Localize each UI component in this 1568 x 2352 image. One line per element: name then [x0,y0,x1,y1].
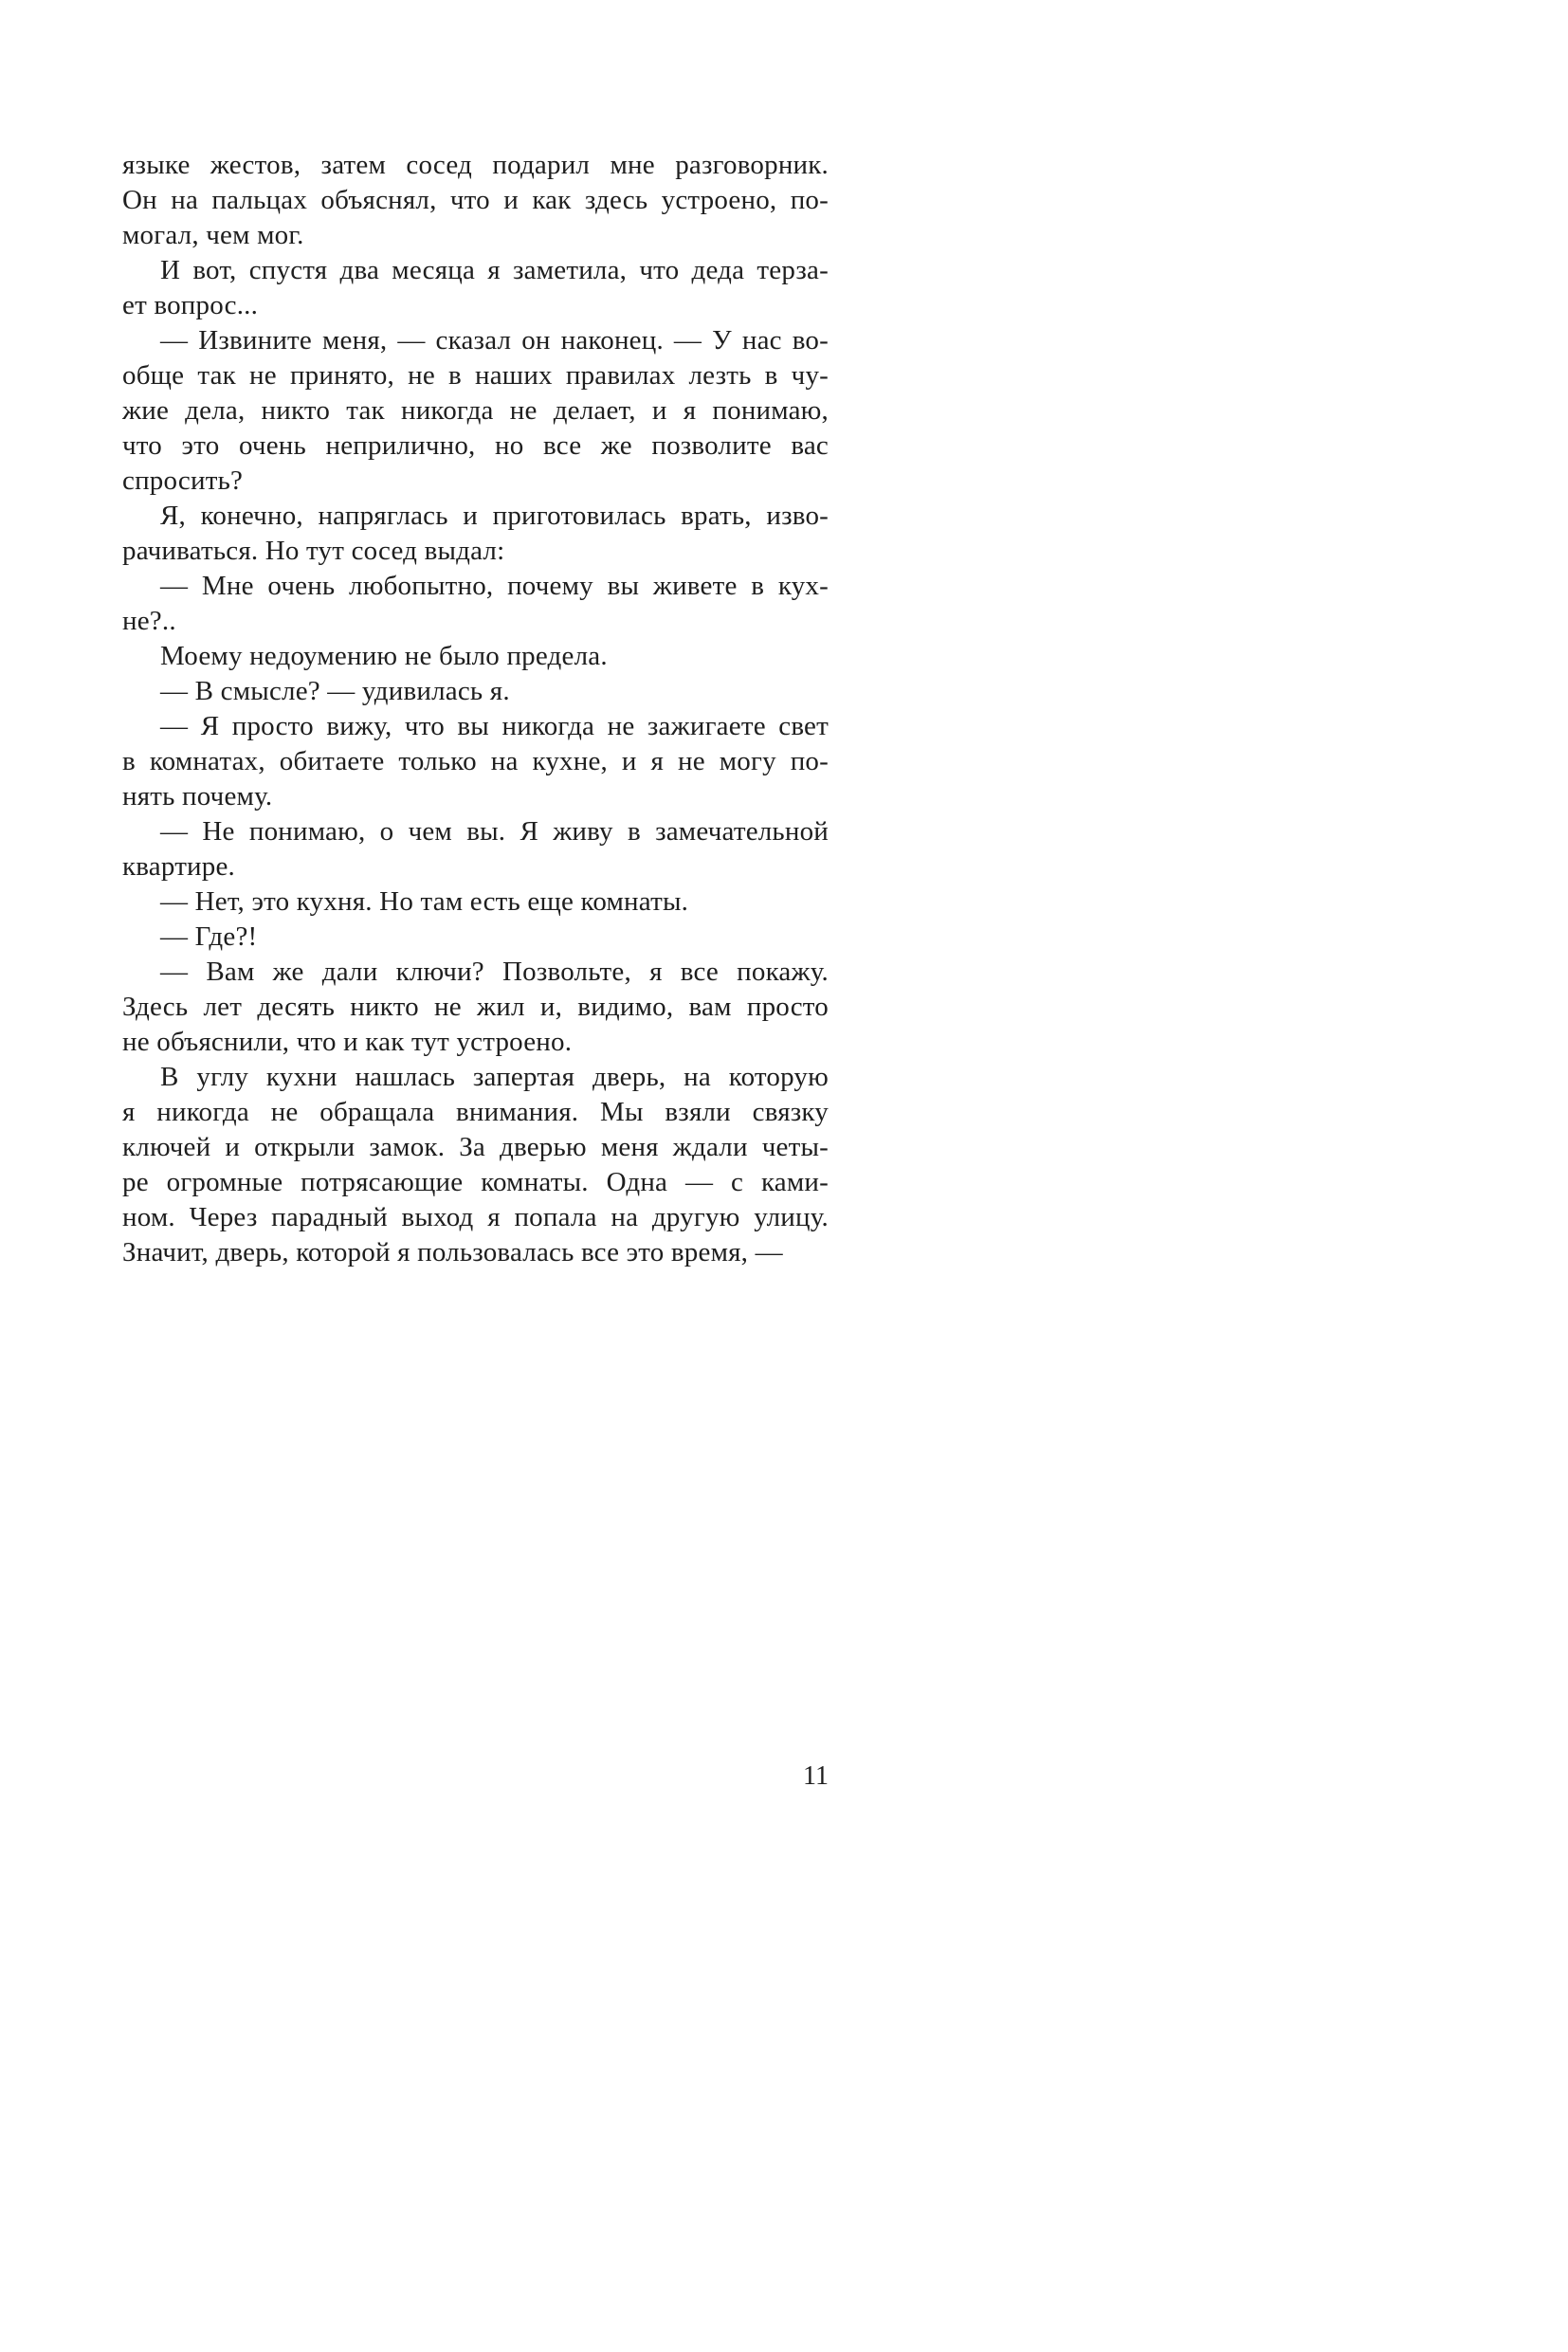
text-line: И вот, спустя два месяца я заметила, что деда терза- [160,255,829,285]
text-line: жие дела, никто так никогда не делает, и я понимаю, [122,395,829,426]
paragraph [122,1060,829,1270]
text-line: не?.. [122,606,176,636]
text-line: — Мне очень любопытно, почему вы живете в кух- [160,571,829,601]
text-line: квартире. [122,851,236,882]
text-line: ре огромные потрясающие комнаты. Одна — с ками- [122,1167,829,1197]
text-line: ключей и открыли замок. За дверью меня ждали четы- [122,1132,829,1162]
paragraph [122,253,829,323]
text-line: я никогда не обращала внимания. Мы взяли связку [122,1097,829,1127]
text-line: рачиваться. Но тут сосед выдал: [122,536,505,566]
text-block [122,148,829,1270]
text-line: Здесь лет десять никто не жил и, видимо, вам просто [122,992,829,1022]
text-line: — Вам же дали ключи? Позвольте, я все покажу. [160,957,829,987]
text-line: что это очень неприлично, но все же позволите вас [122,430,829,461]
text-line: могал, чем мог. [122,220,304,250]
paragraph [122,814,829,884]
text-line: спросить? [122,465,244,496]
text-line: ет вопрос... [122,290,259,320]
text-line: ном. Через парадный выход я попала на другую улицу. [122,1202,829,1232]
text-line: — Нет, это кухня. Но там есть еще комнаты. [160,886,689,917]
text-line: — В смысле? — удивилась я. [160,676,510,706]
text-line: В углу кухни нашлась запертая дверь, на которую [160,1062,829,1092]
text-line: языке жестов, затем сосед подарил мне разговорник. [122,150,829,180]
paragraph [122,499,829,569]
text-line: Значит, дверь, которой я пользовалась все это время, — [122,1237,783,1267]
text-line: в комнатах, обитаете только на кухне, и я не могу по- [122,746,829,776]
paragraph [122,569,829,639]
paragraph [122,674,829,709]
text-line: Я, конечно, напряглась и приготовилась врать, изво- [160,501,829,531]
text-line: — Где?! [160,921,258,952]
text-line: — Не понимаю, о чем вы. Я живу в замечательной [160,816,829,847]
text-line: Он на пальцах объяснял, что и как здесь устроено, по- [122,185,829,215]
text-line: — Извините меня, — сказал он наконец. — У нас во- [160,325,829,356]
paragraph [122,709,829,814]
paragraph [122,148,829,253]
text-line: нять почему. [122,781,273,811]
text-line: обще так не принято, не в наших правилах лезть в чу- [122,360,829,391]
paragraph [122,884,829,920]
paragraph [122,920,829,955]
text-line: Моему недоумению не было предела. [160,641,608,671]
page-number: 11 [803,1761,829,1791]
paragraph [122,323,829,499]
text-line: не объяснили, что и как тут устроено. [122,1027,573,1057]
paragraph [122,639,829,674]
text-line: — Я просто вижу, что вы никогда не зажигаете свет [160,711,829,741]
paragraph [122,955,829,1060]
